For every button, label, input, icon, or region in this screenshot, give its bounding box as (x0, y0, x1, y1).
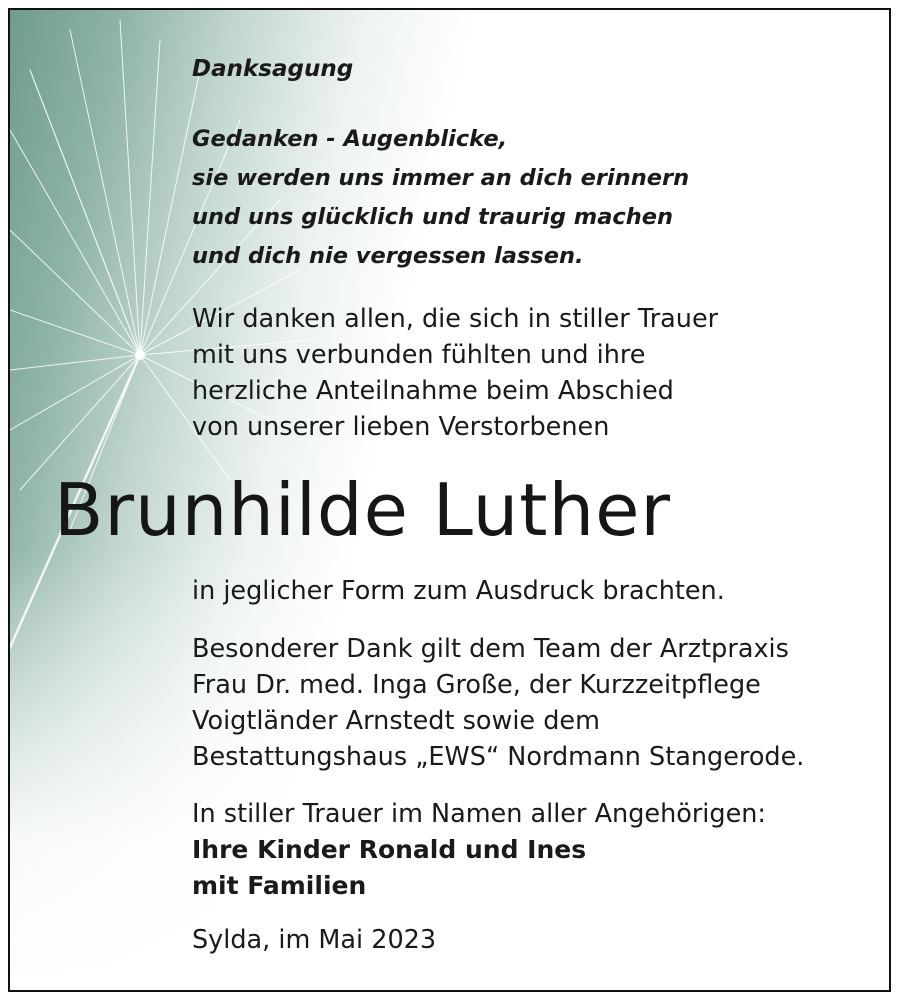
special-thanks-line: Voigtländer Arnstedt sowie dem (192, 706, 600, 736)
place-date: Sylda, im Mai 2023 (192, 925, 437, 955)
intro-line: von unserer lieben Verstorbenen (192, 412, 610, 442)
poem-line: und dich nie vergessen lassen. (192, 243, 584, 269)
intro-line: herzliche Anteilnahme beim Abschied (192, 376, 674, 406)
special-thanks-line: Frau Dr. med. Inga Große, der Kurzzeitpflege (192, 670, 761, 700)
signatory-line: mit Familien (192, 871, 367, 900)
closing-line: in jeglicher Form zum Ausdruck brachten. (192, 576, 725, 606)
poem-line: Gedanken - Augenblicke, (192, 126, 508, 152)
heading: Danksagung (192, 56, 354, 82)
special-thanks-line: Besonderer Dank gilt dem Team der Arztpraxis (192, 634, 789, 664)
signatory-line: Ihre Kinder Ronald und Ines (192, 835, 587, 864)
thanks-intro (192, 301, 869, 445)
poem-line: sie werden uns immer an dich erinnern (192, 165, 690, 191)
intro-line: Wir danken allen, die sich in stiller Trauer (192, 304, 719, 334)
poem-line: und uns glücklich und traurig machen (192, 204, 674, 230)
signatories (192, 832, 869, 904)
obituary-card (8, 8, 891, 992)
poem (192, 120, 869, 276)
intro-line: mit uns verbunden fühlten und ihre (192, 340, 646, 370)
special-thanks-line: Bestattungshaus „EWS“ Nordmann Stangerode. (192, 742, 805, 772)
deceased-name: Brunhilde Luther (54, 468, 672, 552)
mourners-intro: In stiller Trauer im Namen aller Angehörigen: (192, 799, 767, 829)
special-thanks (192, 631, 869, 775)
